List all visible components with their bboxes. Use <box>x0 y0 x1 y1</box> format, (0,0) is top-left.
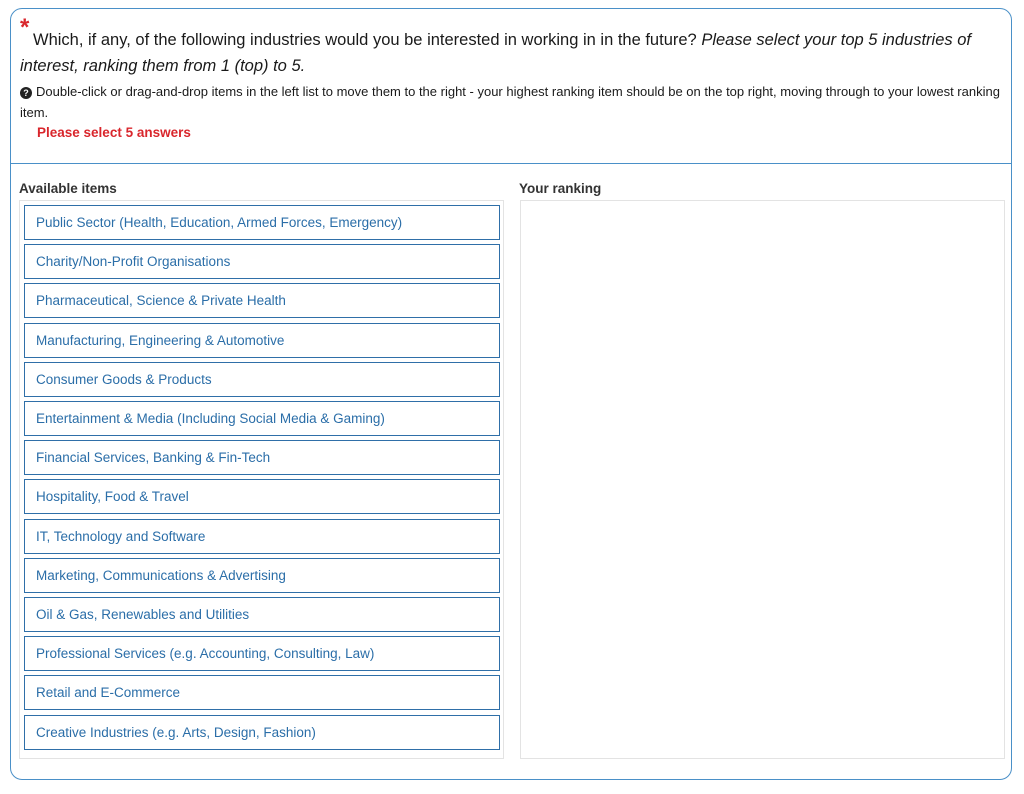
available-item[interactable]: Retail and E-Commerce <box>24 675 500 710</box>
ranking-drop-zone[interactable] <box>520 200 1005 759</box>
available-item[interactable]: Hospitality, Food & Travel <box>24 479 500 514</box>
question-card <box>10 8 1012 780</box>
your-ranking-label: Your ranking <box>519 181 602 196</box>
available-item[interactable]: Pharmaceutical, Science & Private Health <box>24 283 500 318</box>
available-item[interactable]: Consumer Goods & Products <box>24 362 500 397</box>
question-text <box>20 27 1000 79</box>
available-item[interactable]: Financial Services, Banking & Fin-Tech <box>24 440 500 475</box>
question-lead: Which, if any, of the following industries would you be interested in working in in the future? <box>33 31 697 49</box>
question-header <box>11 9 1011 164</box>
required-marker: * <box>20 14 30 41</box>
question-circle-icon: ? <box>20 87 32 99</box>
available-item[interactable]: Entertainment & Media (Including Social Media & Gaming) <box>24 401 500 436</box>
error-message: Please select 5 answers <box>37 125 191 140</box>
available-item[interactable]: Charity/Non-Profit Organisations <box>24 244 500 279</box>
available-item[interactable]: Public Sector (Health, Education, Armed Forces, Emergency) <box>24 205 500 240</box>
available-item[interactable]: IT, Technology and Software <box>24 519 500 554</box>
available-item[interactable]: Creative Industries (e.g. Arts, Design, Fashion) <box>24 715 500 750</box>
available-item[interactable]: Marketing, Communications & Advertising <box>24 558 500 593</box>
available-item[interactable]: Manufacturing, Engineering & Automotive <box>24 323 500 358</box>
available-item[interactable]: Oil & Gas, Renewables and Utilities <box>24 597 500 632</box>
available-items-list[interactable] <box>19 200 504 759</box>
help-row <box>20 81 1005 123</box>
question-instruction: Please select your top 5 industries of interest, ranking them from 1 (top) to 5. <box>20 31 971 75</box>
available-items-label: Available items <box>19 181 117 196</box>
available-item[interactable]: Professional Services (e.g. Accounting, Consulting, Law) <box>24 636 500 671</box>
help-text: Double-click or drag-and-drop items in the left list to move them to the right - your highest ranking item should be on the top right, moving through to your lowest ranking item. <box>20 84 1000 120</box>
